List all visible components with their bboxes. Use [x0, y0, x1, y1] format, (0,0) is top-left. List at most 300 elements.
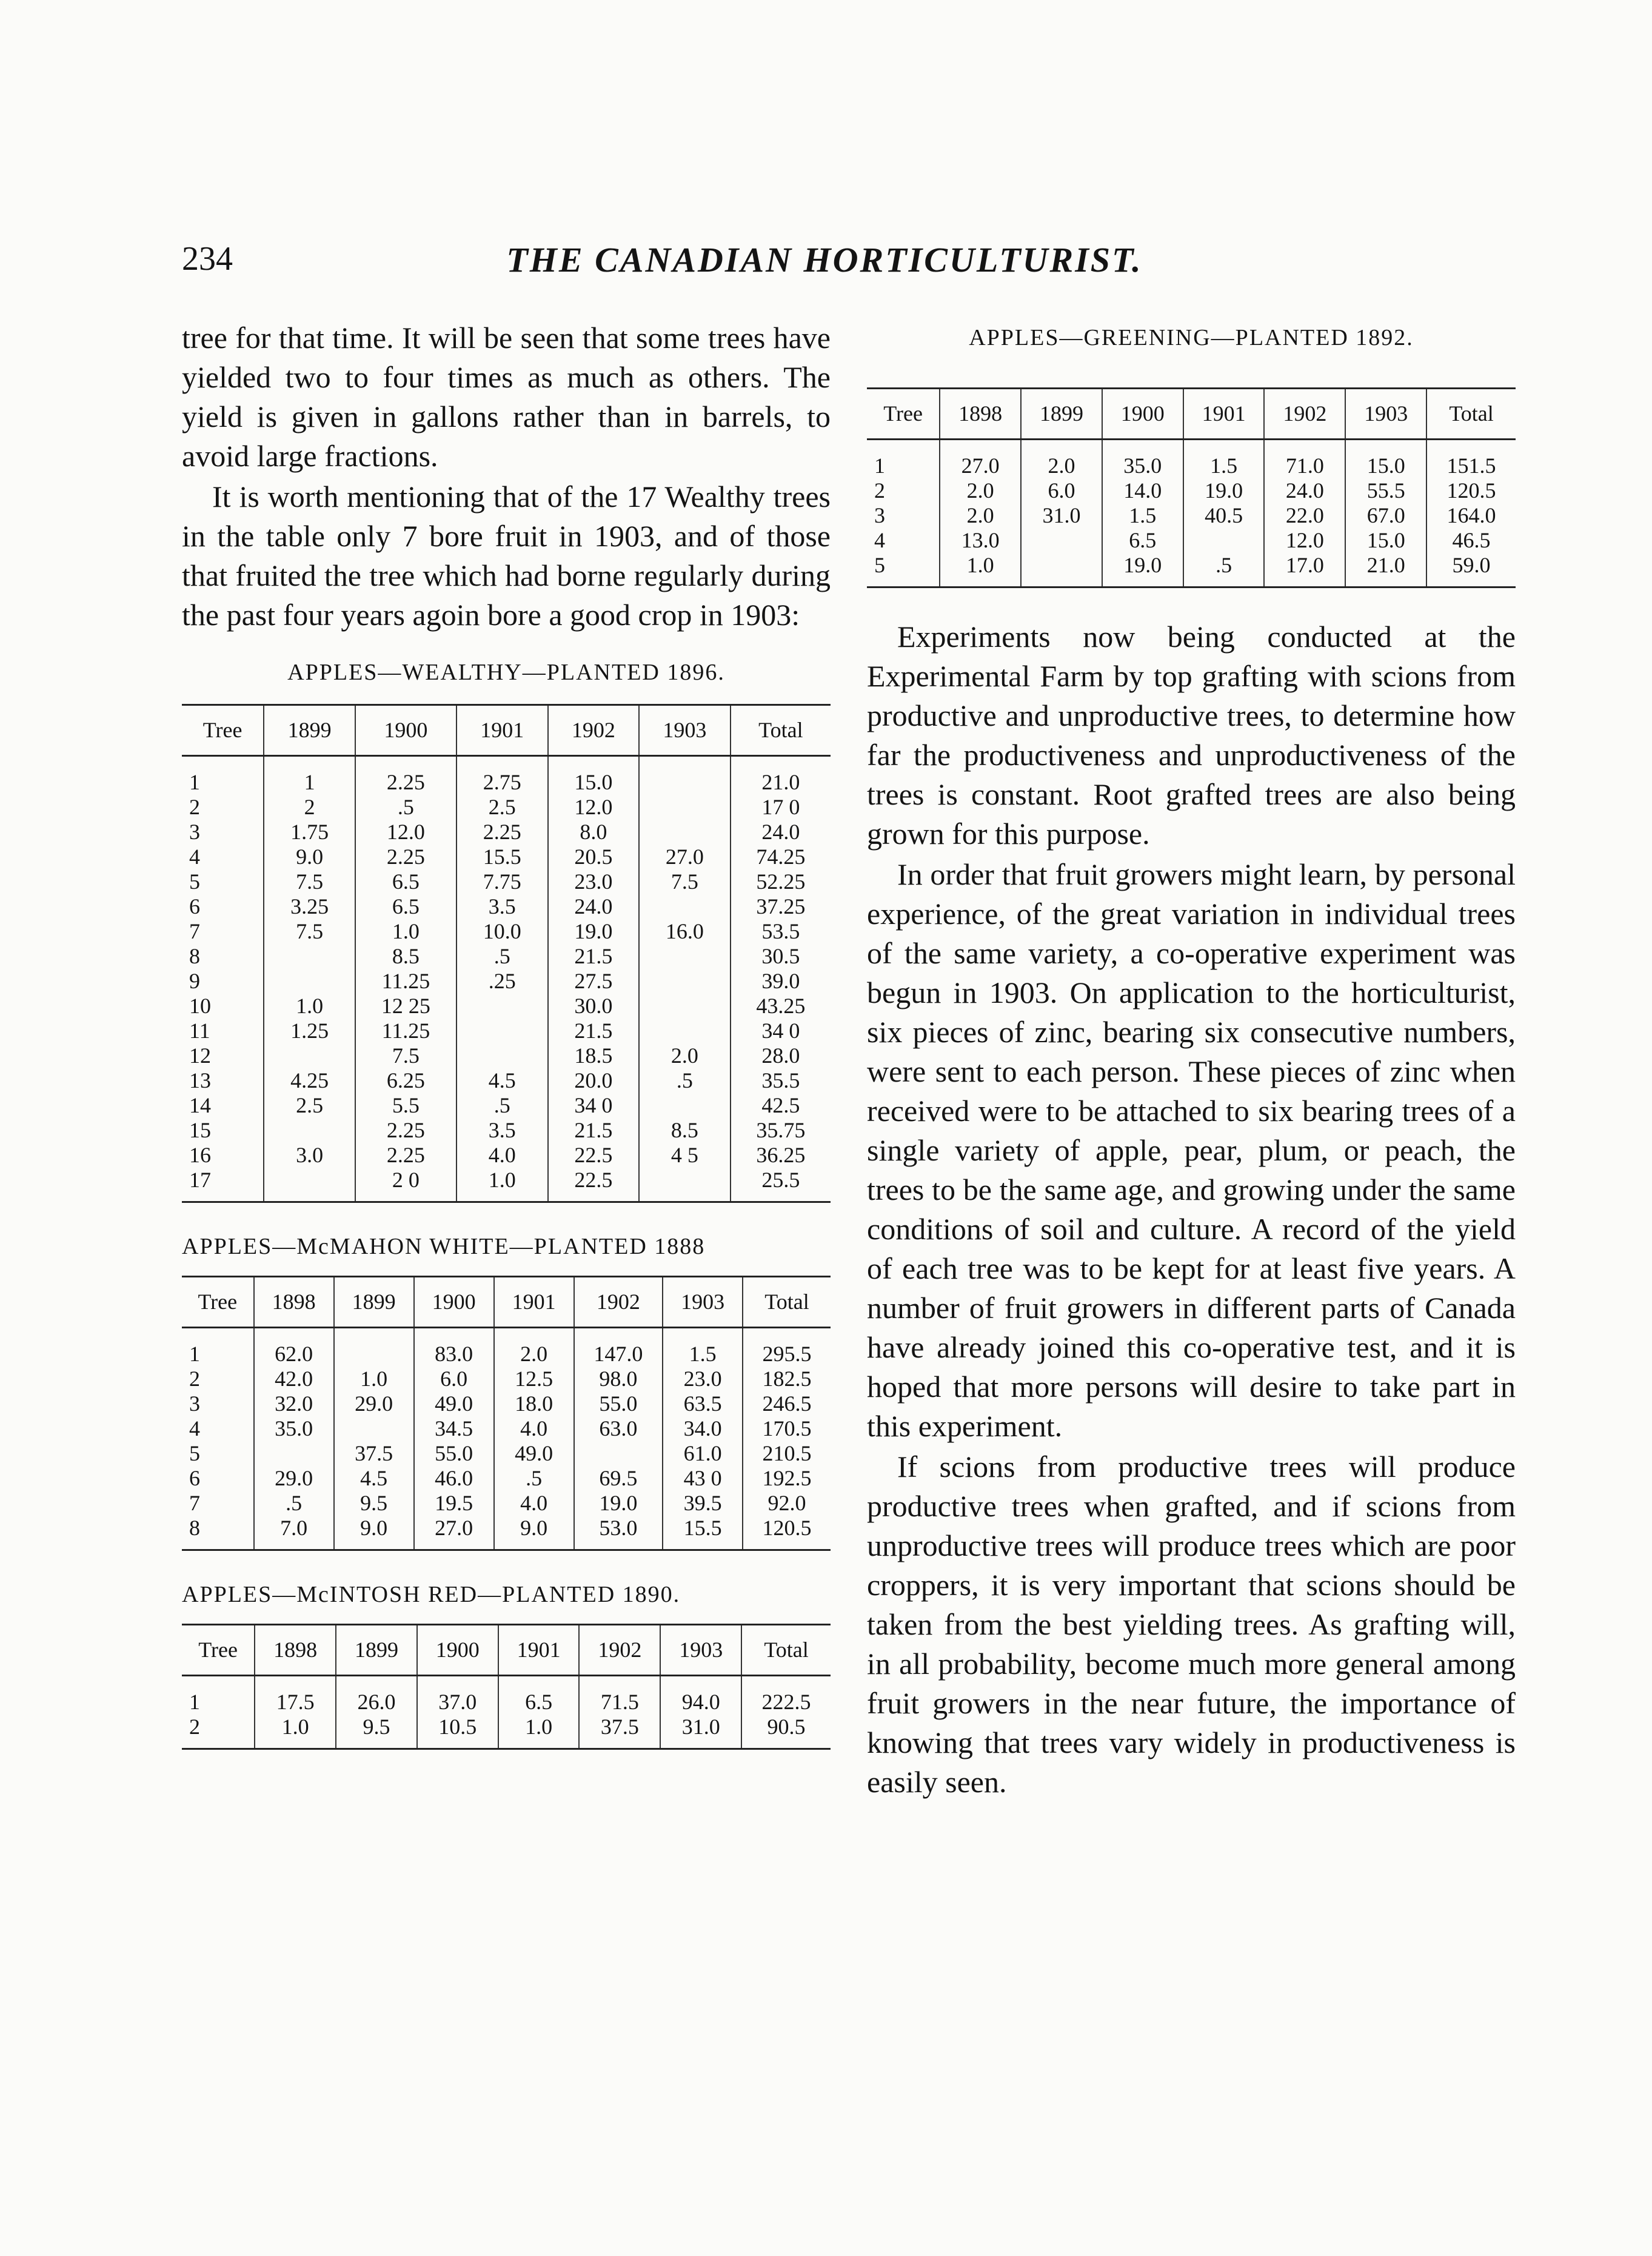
table-caption-mcmahon: APPLES—McMAHON WHITE—PLANTED 1888 — [182, 1234, 706, 1259]
table-cell: 35.0 — [1102, 440, 1183, 479]
paragraph: In order that fruit growers might learn, by personal experience, of the great variation in individual trees of the same variety, a co-operative experiment was begun in 1903. On application to the horticulturist, six pieces of zinc, bearing six consecutive numbers, were sent to each person. These pieces of zinc when received were to be attached to six bearing trees of a single variety of apple, pear, plum, or peach, the trees to be the same age, and growing under the same conditions of soil and culture. A record of the yield of each tree was to be kept for at least five years. A number of fruit growers in different parts of Canada have already joined this co-operative test, and it is hoped that more persons will desire to take part in this experiment. — [867, 857, 1516, 1443]
table-cell: 27.0 — [639, 845, 731, 869]
table-row — [182, 1367, 831, 1391]
table-cell: 62.0 — [254, 1328, 334, 1367]
table-cell: 8.0 — [548, 820, 640, 845]
table-cell: 12.0 — [548, 795, 640, 820]
column-header: 1898 — [255, 1625, 336, 1676]
table-cell: 30.5 — [731, 944, 831, 969]
table-cell: 1 — [264, 756, 355, 795]
table-cell: 151.5 — [1426, 440, 1516, 479]
table-row — [182, 1168, 831, 1202]
table-cell: 9.0 — [264, 845, 355, 869]
column-header: Tree — [182, 705, 264, 756]
table-cell — [639, 820, 731, 845]
table-cell — [639, 894, 731, 919]
table-cell: 35.75 — [731, 1118, 831, 1143]
table-cell: 19.0 — [1183, 478, 1265, 503]
table-cell: 3.25 — [264, 894, 355, 919]
table-cell: 2 — [874, 478, 885, 503]
table-cell: 9.0 — [494, 1516, 574, 1550]
table-cell: 24.0 — [548, 894, 640, 919]
table-cell: 34 0 — [548, 1093, 640, 1118]
table-cell: 13.0 — [940, 528, 1021, 553]
table-cell: 6.0 — [1021, 478, 1102, 503]
table-cell: 19.0 — [548, 919, 640, 944]
table-cell: 1 — [874, 454, 885, 478]
column-header: 1902 — [574, 1277, 663, 1328]
column-header: 1899 — [1021, 389, 1102, 440]
table-cell: 31.0 — [660, 1715, 741, 1749]
table-cell: 34.0 — [663, 1416, 743, 1441]
table-cell: 6 — [189, 894, 200, 919]
table-row — [182, 944, 831, 969]
table-cell: 4 5 — [639, 1143, 731, 1168]
column-header: Total — [743, 1277, 831, 1328]
right-column — [867, 318, 1516, 1802]
table-row — [182, 1715, 831, 1749]
column-header: 1901 — [1183, 389, 1265, 440]
column-header: 1899 — [264, 705, 355, 756]
table-cell: 4 — [189, 1416, 200, 1441]
table-cell: .5 — [456, 1093, 548, 1118]
right-text — [867, 617, 1516, 1802]
table-cell: 21.5 — [548, 944, 640, 969]
table-cell: .5 — [254, 1491, 334, 1516]
table-cell: 1.25 — [264, 1019, 355, 1043]
table-cell: 2.5 — [264, 1093, 355, 1118]
table-row — [182, 1416, 831, 1441]
table-cell: 11.25 — [355, 1019, 456, 1043]
table-cell — [264, 969, 355, 994]
table-cell — [639, 1019, 731, 1043]
table-cell: 35.5 — [731, 1068, 831, 1093]
left-column — [182, 318, 831, 1750]
table-cell: 2 — [182, 1715, 255, 1749]
table-cell: .5 — [1183, 553, 1265, 587]
table-row — [182, 1676, 831, 1715]
table-cell: 18.5 — [548, 1043, 640, 1068]
table-cell: 6.0 — [414, 1367, 494, 1391]
paragraph: It is worth mentioning that of the 17 Wealthy trees in the table only 7 bore fruit in 1903, and of those that fruited the tree which had borne regularly during the past four years agoin bore a good crop in 1903: — [182, 480, 831, 632]
table-cell: 29.0 — [334, 1391, 414, 1416]
table-cell: 1.5 — [1183, 440, 1265, 479]
table-row — [182, 1068, 831, 1093]
table-cell: 5 — [189, 869, 200, 894]
column-header: 1900 — [417, 1625, 498, 1676]
table-cell: 2.25 — [355, 845, 456, 869]
table-cell — [639, 969, 731, 994]
table-mcintosh — [182, 1624, 831, 1750]
column-header: 1903 — [663, 1277, 743, 1328]
table-cell — [1183, 528, 1265, 553]
column-header: 1902 — [579, 1625, 660, 1676]
table-cell: 6.5 — [1102, 528, 1183, 553]
table-cell: 69.5 — [574, 1466, 663, 1491]
table-cell: 4.5 — [334, 1466, 414, 1491]
table-cell — [1021, 528, 1102, 553]
table-cell: 32.0 — [254, 1391, 334, 1416]
column-header: 1899 — [336, 1625, 417, 1676]
table-cell: 8.5 — [639, 1118, 731, 1143]
table-header-row — [182, 705, 831, 756]
table-cell: 37.5 — [334, 1441, 414, 1466]
table-wealthy — [182, 704, 831, 1203]
table-header-row — [182, 1277, 831, 1328]
table-cell: 7.5 — [639, 869, 731, 894]
table-cell — [264, 944, 355, 969]
table-row — [182, 1143, 831, 1168]
table-cell: 23.0 — [548, 869, 640, 894]
table-row — [182, 1491, 831, 1516]
table-cell: 2 — [189, 795, 200, 819]
table-cell: 61.0 — [663, 1441, 743, 1466]
table-cell: 11 — [189, 1019, 210, 1043]
column-header: 1900 — [414, 1277, 494, 1328]
table-cell: 15.5 — [663, 1516, 743, 1550]
table-cell: 16 — [189, 1143, 211, 1167]
table-cell: 1.0 — [940, 553, 1021, 587]
table-cell: 147.0 — [574, 1328, 663, 1367]
table-cell: 1.0 — [264, 994, 355, 1019]
table-cell: 7.5 — [264, 919, 355, 944]
table-cell: 21.5 — [548, 1019, 640, 1043]
table-row — [182, 820, 831, 845]
table-cell: 94.0 — [660, 1676, 741, 1715]
table-row — [182, 1118, 831, 1143]
table-cell: 2.75 — [456, 756, 548, 795]
table-cell: 21.5 — [548, 1118, 640, 1143]
table-cell: 4.0 — [494, 1491, 574, 1516]
table-cell: 7 — [189, 1491, 200, 1515]
table-cell: .25 — [456, 969, 548, 994]
table-cell: 30.0 — [548, 994, 640, 1019]
table-cell — [456, 1019, 548, 1043]
column-header: 1903 — [1345, 389, 1426, 440]
table-cell: 10.5 — [417, 1715, 498, 1749]
table-cell: 27.5 — [548, 969, 640, 994]
table-cell: 71.5 — [579, 1676, 660, 1715]
table-cell: 2 — [189, 1367, 200, 1391]
column-header: Tree — [867, 389, 940, 440]
table-cell: 7.0 — [254, 1516, 334, 1550]
table-cell: 6.25 — [355, 1068, 456, 1093]
table-header-row — [867, 389, 1516, 440]
table-cell: 8 — [189, 944, 200, 968]
table-cell — [574, 1441, 663, 1466]
table-cell: 3 — [874, 503, 885, 527]
table-cell: 4 — [874, 528, 885, 552]
table-cell: 2.0 — [1021, 440, 1102, 479]
table-cell: 12.0 — [355, 820, 456, 845]
table-cell: 8.5 — [355, 944, 456, 969]
table-cell: 27.0 — [414, 1516, 494, 1550]
table-cell: 55.5 — [1345, 478, 1426, 503]
table-cell: 170.5 — [743, 1416, 831, 1441]
table-cell: 46.5 — [1426, 528, 1516, 553]
table-cell: 92.0 — [743, 1491, 831, 1516]
table-cell: 2.25 — [355, 1143, 456, 1168]
column-header: 1898 — [940, 389, 1021, 440]
table-cell: 2.0 — [940, 478, 1021, 503]
table-cell: 6.5 — [355, 894, 456, 919]
table-cell: 24.0 — [1264, 478, 1345, 503]
table-row — [182, 869, 831, 894]
table-cell: 1 — [189, 1690, 200, 1714]
table-cell: 16.0 — [639, 919, 731, 944]
table-cell — [264, 1118, 355, 1143]
table-cell: 24.0 — [731, 820, 831, 845]
table-cell: 5.5 — [355, 1093, 456, 1118]
table-cell: 63.5 — [663, 1391, 743, 1416]
table-cell: 53.5 — [731, 919, 831, 944]
table-cell: 34.5 — [414, 1416, 494, 1441]
table-cell: 12.5 — [494, 1367, 574, 1391]
table-cell: 17.5 — [255, 1676, 336, 1715]
table-row — [182, 845, 831, 869]
table-cell: 11.25 — [355, 969, 456, 994]
table-row — [182, 1093, 831, 1118]
table-cell: 5 — [867, 553, 940, 587]
table-cell: 31.0 — [1021, 503, 1102, 528]
table-cell: 3.5 — [456, 894, 548, 919]
table-row — [182, 756, 831, 795]
table-row — [867, 553, 1516, 587]
table-row — [182, 1441, 831, 1466]
table-cell: 22.5 — [548, 1143, 640, 1168]
table-cell: 67.0 — [1345, 503, 1426, 528]
table-row — [867, 440, 1516, 479]
table-cell — [456, 1043, 548, 1068]
column-header: 1903 — [660, 1625, 741, 1676]
table-cell: 13 — [189, 1068, 211, 1093]
table-cell: 49.0 — [494, 1441, 574, 1466]
table-cell: 23.0 — [663, 1367, 743, 1391]
table-cell: 7.5 — [355, 1043, 456, 1068]
table-cell: 2 — [264, 795, 355, 820]
table-cell: 52.25 — [731, 869, 831, 894]
column-header: Total — [1426, 389, 1516, 440]
column-header: 1902 — [1264, 389, 1345, 440]
table-cell: 40.5 — [1183, 503, 1265, 528]
table-cell: 29.0 — [254, 1466, 334, 1491]
table-cell: 9 — [189, 969, 200, 993]
table-cell: 4.25 — [264, 1068, 355, 1093]
paragraph: If scions from productive trees will produce productive trees when grafted, and if scions from unproductive trees will produce trees which are poor croppers, it is very important that scions should be taken from the best yielding trees. As grafting will, in all probability, become much more general among fruit growers in the near future, the importance of knowing that trees vary widely in productiveness is easily seen. — [867, 1450, 1516, 1799]
table-cell: 49.0 — [414, 1391, 494, 1416]
table-row — [182, 1043, 831, 1068]
table-cell: 2.0 — [639, 1043, 731, 1068]
table-cell: 28.0 — [731, 1043, 831, 1068]
table-cell: .5 — [494, 1466, 574, 1491]
table-cell: 20.0 — [548, 1068, 640, 1093]
table-cell: 192.5 — [743, 1466, 831, 1491]
table-row — [182, 1391, 831, 1416]
column-header: Tree — [182, 1625, 255, 1676]
table-cell: 1.0 — [334, 1367, 414, 1391]
table-cell: 37.0 — [417, 1676, 498, 1715]
table-caption-wealthy: APPLES—WEALTHY—PLANTED 1896. — [287, 660, 725, 685]
table-cell: 53.0 — [574, 1516, 663, 1550]
table-cell: 4.0 — [494, 1416, 574, 1441]
table-cell: 10.0 — [456, 919, 548, 944]
page-header — [182, 239, 1467, 288]
table-cell: 12 — [189, 1043, 211, 1068]
table-cell: 182.5 — [743, 1367, 831, 1391]
table-cell — [264, 1043, 355, 1068]
column-header: 1903 — [639, 705, 731, 756]
table-cell — [639, 944, 731, 969]
column-header: 1900 — [1102, 389, 1183, 440]
table-row — [182, 1328, 831, 1367]
table-cell: 295.5 — [743, 1328, 831, 1367]
table-cell: 20.5 — [548, 845, 640, 869]
table-caption-mcintosh: APPLES—McINTOSH RED—PLANTED 1890. — [182, 1582, 681, 1607]
table-cell: 43 0 — [663, 1466, 743, 1491]
table-cell: 15.0 — [1345, 440, 1426, 479]
table-cell — [639, 994, 731, 1019]
table-cell: 74.25 — [731, 845, 831, 869]
paragraph: tree for that time. It will be seen that some trees have yielded two to four times as much as others. The yield is given in gallons rather than in barrels, to avoid large fractions. — [182, 321, 831, 473]
table-cell: 3.5 — [456, 1118, 548, 1143]
table-cell: 15.0 — [1345, 528, 1426, 553]
table-cell: 17 0 — [731, 795, 831, 820]
column-header: 1901 — [494, 1277, 574, 1328]
table-cell: 246.5 — [743, 1391, 831, 1416]
table-cell: 19.0 — [1102, 553, 1183, 587]
table-cell: 59.0 — [1426, 553, 1516, 587]
table-cell: 12.0 — [1264, 528, 1345, 553]
table-cell: 15.0 — [548, 756, 640, 795]
table-cell: 3 — [189, 1391, 200, 1416]
table-mcmahon — [182, 1276, 831, 1551]
table-cell: .5 — [639, 1068, 731, 1093]
column-header: 1899 — [334, 1277, 414, 1328]
table-row — [867, 503, 1516, 528]
table-cell: 15.5 — [456, 845, 548, 869]
table-cell: 27.0 — [940, 440, 1021, 479]
table-cell: 22.5 — [548, 1168, 640, 1202]
table-header-row — [182, 1625, 831, 1676]
column-header: Total — [731, 705, 831, 756]
table-row — [182, 1019, 831, 1043]
table-cell: 1.5 — [1102, 503, 1183, 528]
table-cell: 39.5 — [663, 1491, 743, 1516]
table-cell: 39.0 — [731, 969, 831, 994]
table-greening — [867, 387, 1516, 588]
table-cell — [334, 1416, 414, 1441]
table-caption-greening: APPLES—GREENING—PLANTED 1892. — [969, 325, 1414, 350]
table-cell: 2.0 — [494, 1328, 574, 1367]
table-cell: 98.0 — [574, 1367, 663, 1391]
table-cell — [639, 1168, 731, 1202]
table-row — [867, 528, 1516, 553]
table-cell: 2.5 — [456, 795, 548, 820]
table-cell: 17.0 — [1264, 553, 1345, 587]
table-cell — [639, 756, 731, 795]
table-cell: 6 — [189, 1466, 200, 1490]
table-cell: 2.25 — [355, 1118, 456, 1143]
table-cell: 1.0 — [255, 1715, 336, 1749]
table-cell: 5 — [189, 1441, 200, 1465]
column-header: Total — [741, 1625, 831, 1676]
column-header: 1901 — [498, 1625, 580, 1676]
table-cell: 3.0 — [264, 1143, 355, 1168]
table-cell — [456, 994, 548, 1019]
paragraph: Experiments now being conducted at the Experimental Farm by top grafting with scions from productive and unproductive trees, to determine how far the productiveness and unproductiveness of the trees is constant. Root grafted trees are also being grown for this purpose. — [867, 620, 1516, 851]
column-header: 1901 — [456, 705, 548, 756]
table-cell: 37.25 — [731, 894, 831, 919]
table-cell: 9.5 — [336, 1715, 417, 1749]
table-cell: 1 — [189, 1342, 200, 1366]
table-cell: 6.5 — [355, 869, 456, 894]
table-cell: 34 0 — [731, 1019, 831, 1043]
table-cell — [334, 1328, 414, 1367]
table-cell: 19.5 — [414, 1491, 494, 1516]
table-cell: 1 — [189, 770, 200, 794]
table-cell: 1.0 — [456, 1168, 548, 1202]
table-row — [182, 994, 831, 1019]
table-cell: 1.75 — [264, 820, 355, 845]
table-cell — [639, 1093, 731, 1118]
table-cell: 1.5 — [663, 1328, 743, 1367]
table-cell: 42.0 — [254, 1367, 334, 1391]
table-cell: 222.5 — [741, 1676, 831, 1715]
table-cell: 210.5 — [743, 1441, 831, 1466]
table-cell: 35.0 — [254, 1416, 334, 1441]
table-cell: 4 — [189, 845, 200, 869]
table-cell: 6.5 — [498, 1676, 580, 1715]
table-cell: 4.0 — [456, 1143, 548, 1168]
table-cell — [1021, 553, 1102, 587]
table-cell: 1.0 — [355, 919, 456, 944]
table-cell: .5 — [456, 944, 548, 969]
table-cell — [254, 1441, 334, 1466]
table-cell: 46.0 — [414, 1466, 494, 1491]
table-row — [182, 969, 831, 994]
table-cell: 21.0 — [731, 756, 831, 795]
table-cell: 2.25 — [355, 756, 456, 795]
table-cell: 14.0 — [1102, 478, 1183, 503]
table-cell: 8 — [182, 1516, 254, 1550]
table-cell: 9.5 — [334, 1491, 414, 1516]
table-cell: 15 — [189, 1118, 211, 1142]
table-cell: 19.0 — [574, 1491, 663, 1516]
running-head: THE CANADIAN HORTICULTURIST. — [506, 240, 1143, 279]
table-cell: 25.5 — [731, 1168, 831, 1202]
table-cell: 36.25 — [731, 1143, 831, 1168]
table-cell: 12 25 — [355, 994, 456, 1019]
table-cell — [264, 1168, 355, 1202]
table-cell: 21.0 — [1345, 553, 1426, 587]
table-cell: 55.0 — [414, 1441, 494, 1466]
table-cell: 83.0 — [414, 1328, 494, 1367]
table-cell: 7.5 — [264, 869, 355, 894]
table-cell: 42.5 — [731, 1093, 831, 1118]
table-cell: 2 0 — [355, 1168, 456, 1202]
table-cell: 164.0 — [1426, 503, 1516, 528]
table-cell: .5 — [355, 795, 456, 820]
table-cell: 63.0 — [574, 1416, 663, 1441]
column-header: 1902 — [548, 705, 640, 756]
table-cell: 17 — [182, 1168, 264, 1202]
table-cell: 55.0 — [574, 1391, 663, 1416]
page-number: 234 — [182, 240, 233, 278]
table-cell: 71.0 — [1264, 440, 1345, 479]
table-cell: 120.5 — [743, 1516, 831, 1550]
table-cell: 7 — [189, 919, 200, 943]
column-header: Tree — [182, 1277, 254, 1328]
